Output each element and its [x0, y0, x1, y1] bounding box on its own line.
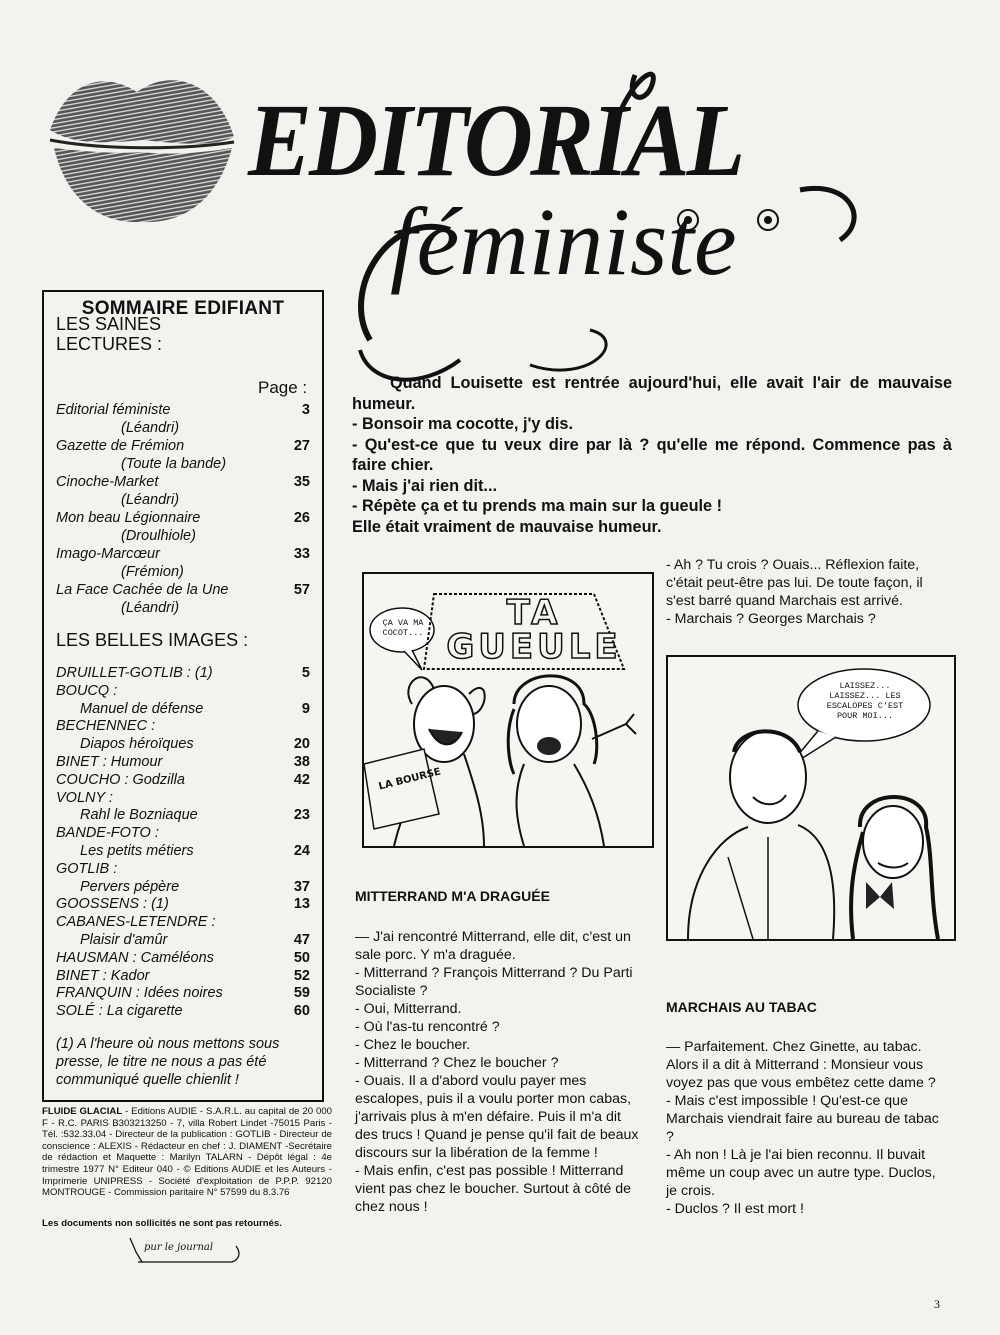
toc-entry[interactable] [56, 509, 318, 545]
publisher-name: FLUIDE GLACIAL [42, 1106, 123, 1117]
newspaper-masthead: LA BOURSE [377, 766, 442, 793]
article-paragraph: — Parfaitement. Chez Ginette, au tabac. Alors il a dit à Mitterrand : Monsieur vous voyez pas que vous embêtez cette dame ? [666, 1039, 936, 1091]
toc-entry-page: 42 [293, 771, 310, 788]
toc-entry-page: 60 [293, 1003, 310, 1020]
toc-entry-page: 35 [293, 474, 310, 490]
toc-entry[interactable] [56, 683, 318, 701]
toc-entry-title: Cinoche-Market [56, 474, 159, 490]
toc-entry[interactable] [56, 790, 318, 808]
toc-entry-title: Les petits métiers [80, 842, 194, 859]
toc-entry[interactable] [56, 825, 318, 843]
intro-paragraph: - Qu'est-ce que tu veux dire par là ? qu'elle me répond. Commence pas à faire chier. [352, 435, 952, 474]
toc-entry[interactable] [56, 665, 318, 683]
toc-entry-title: Pervers pépère [80, 878, 180, 895]
returns-notice: Les documents non sollicités ne sont pas retournés. [42, 1218, 282, 1229]
toc-entry[interactable] [56, 736, 318, 754]
toc-entry[interactable] [56, 879, 318, 897]
toc-entry-title: BANDE-FOTO : [56, 825, 159, 842]
intro-paragraph: Quand Louisette est rentrée aujourd'hui, elle avait l'air de mauvaise humeur. [352, 374, 952, 413]
article-paragraph: — J'ai rencontré Mitterrand, elle dit, c'est un sale porc. Y m'a draguée. [355, 929, 631, 963]
toc-title: SOMMAIRE EDIFIANT [81, 298, 285, 319]
toc-entry[interactable] [56, 437, 318, 473]
toc-entry[interactable] [56, 950, 318, 968]
toc-entry-page: 24 [293, 842, 310, 859]
lipstick-kiss-image [42, 52, 240, 232]
toc-entry-author: (Léandri) [121, 600, 180, 616]
toc-entry[interactable] [56, 473, 318, 509]
toc-entry-page: 5 [301, 665, 310, 681]
toc-entry[interactable] [56, 843, 318, 861]
toc-entry-title: BINET : Kador [56, 967, 150, 984]
article-paragraph: - Mitterrand ? François Mitterrand ? Du Parti Socialiste ? [355, 965, 633, 999]
toc-entry-author: (Léandri) [121, 492, 180, 508]
intro-paragraph: - Répète ça et tu prends ma main sur la gueule ! [352, 497, 723, 515]
article-paragraph: - Chez le boucher. [355, 1037, 471, 1053]
toc-entry[interactable] [56, 581, 318, 617]
speech-balloon-text: ÇA VA MA COCOT... [382, 618, 424, 638]
article-mitterrand [355, 888, 645, 1216]
toc-entry[interactable] [56, 772, 318, 790]
toc-entry-title: COUCHO : Godzilla [56, 771, 185, 788]
article-paragraph: - Où l'as-tu rencontré ? [355, 1019, 500, 1035]
toc-section-heading: LECTURES : [56, 334, 163, 354]
toc-entry[interactable] [56, 968, 318, 986]
toc-entry[interactable] [56, 932, 318, 950]
toc-entry-author: (Droulhiole) [121, 528, 196, 544]
article-heading: MITTERRAND M'A DRAGUÉE [355, 888, 550, 904]
toc-entry-title: BINET : Humour [56, 753, 163, 770]
toc-entry[interactable] [56, 718, 318, 736]
toc-entry-title: Manuel de défense [80, 700, 204, 717]
toc-entry-title: Plaisir d'amûr [80, 931, 168, 948]
toc-entry[interactable] [56, 754, 318, 772]
toc-entry-title: HAUSMAN : Caméléons [56, 949, 214, 966]
intro-paragraph: - Mais j'ai rien dit... [352, 476, 498, 495]
toc-entry-page: 57 [293, 582, 310, 598]
article-paragraph: - Mais enfin, c'est pas possible ! Mitterrand vient pas chez le boucher. Surtout à côté de chez nous ! [355, 1163, 632, 1215]
article-heading: MARCHAIS AU TABAC [666, 999, 817, 1015]
toc-entry-title: SOLÉ : La cigarette [56, 1003, 183, 1020]
publisher-credits [42, 1106, 332, 1199]
intro-paragraph: - Bonsoir ma cocotte, j'y dis. [352, 415, 573, 433]
intro-paragraph: Elle était vraiment de mauvaise humeur. [352, 517, 662, 536]
toc-entry[interactable] [56, 861, 318, 879]
toc-entry-title: La Face Cachée de la Une [56, 582, 229, 598]
toc-entry-title: GOTLIB : [56, 860, 118, 877]
toc-entry-title: FRANQUIN : Idées noires [56, 985, 223, 1002]
toc-footnote: (1) A l'heure où nous mettons sous presse, le titre ne nous a pas été communiqué quelle chienlit ! [56, 1036, 280, 1088]
article-paragraph: - Duclos ? Il est mort ! [666, 1201, 804, 1217]
editorial-intro [352, 373, 952, 537]
toc-entry-title: BOUCQ : [56, 682, 118, 699]
article-paragraph: - Mitterrand ? Chez le boucher ? [355, 1055, 559, 1071]
toc-entry-title: BECHENNEC : [56, 718, 156, 735]
toc-entry[interactable] [56, 545, 318, 581]
page-number: 3 [934, 1297, 940, 1311]
toc-entry-page: 27 [293, 438, 310, 454]
page-title-feministe: féministe [390, 188, 737, 295]
article-paragraph: - Ah non ! Là je l'ai bien reconnu. Il buvait même un coup avec un autre type. Duclos, je crois. [666, 1147, 936, 1199]
article-marchais [666, 999, 950, 1218]
toc-entry-title: Editorial féministe [56, 402, 171, 418]
toc-entry-title: Gazette de Frémion [56, 438, 185, 454]
page-column-label: Page : [258, 378, 308, 397]
article-paragraph: - Ouais. Il a d'abord voulu payer mes escalopes, puis il a voulu porter mon cabas, j'arrivais plus à m'en défaire. Puis il m'a dit des trucs ! Quand je pense qu'il fait de beaux discours sur la libération de la femme ! [355, 1073, 639, 1161]
shout-lettering: TA GUEULE [446, 593, 622, 667]
table-of-contents-box [42, 290, 324, 1102]
toc-entry-title: Diapos héroïques [80, 736, 194, 753]
toc-entry[interactable] [56, 701, 318, 719]
toc-entry[interactable] [56, 1003, 318, 1021]
toc-entry-page: 59 [293, 985, 310, 1002]
credits-text: - Editions AUDIE - S.A.R.L. au capital de 20 000 F - R.C. PARIS B303213250 - 7, villa Robert Lindet -75015 Paris - Tél. :532.33.04 - Directeur de la publication : GOTLIB - Directeur de conscience : ALEXIS - Rédacteur en chef : J. DIAMENT -Secrétaire de rédaction et Maquette : Marilyn TALARN - Dépôt légal : 4e trimestre 1977 N° Editeur 040 - © Editions AUDIE et les Auteurs - Imprimerie UNIPRESS - Société d'exploitation de P.P.P. 92120 MONTROUGE - Commission paritaire N° 57599 du 8.3.76 [42, 1106, 332, 1199]
toc-entry[interactable] [56, 985, 318, 1003]
toc-entry-page: 9 [301, 700, 310, 717]
toc-entry-title: GOOSSENS : (1) [56, 896, 169, 913]
toc-entry-author: (Toute la bande) [121, 456, 227, 472]
comic-panel-escalopes [666, 655, 956, 941]
toc-entry-page: 47 [293, 931, 310, 948]
toc-entry-title: CABANES-LETENDRE : [56, 914, 216, 931]
handwritten-signature [128, 1232, 248, 1268]
toc-images-list [56, 665, 318, 1021]
toc-entry-title: Imago-Marcœur [56, 546, 160, 562]
toc-section-heading: LES SAINES [56, 314, 162, 334]
speech-balloon-text: LAISSEZ... LAISSEZ... LES ESCALOPES C'EST POUR MOI... [826, 681, 904, 721]
toc-entry-page: 3 [301, 402, 310, 418]
toc-section-heading: LES BELLES IMAGES : [56, 630, 249, 650]
toc-entry-title: Rahl le Bozniaque [80, 807, 198, 824]
toc-entry-page: 50 [293, 949, 310, 966]
toc-entry-author: (Léandri) [121, 420, 180, 436]
toc-entry-page: 37 [293, 878, 310, 895]
article-paragraph: - Mais c'est impossible ! Qu'est-ce que Marchais viendrait faire au bureau de tabac ? [666, 1093, 939, 1145]
toc-entry[interactable] [56, 401, 318, 437]
toc-entry-author: (Frémion) [121, 564, 184, 580]
article-text-right-top: - Ah ? Tu crois ? Ouais... Réflexion faite, c'était peut-être pas lui. De toute façon, il s'est barré quand Marchais est arrivé. - Marchais ? Georges Marchais ? [666, 557, 923, 627]
signature-text: pur le journal [144, 1242, 214, 1253]
toc-entry[interactable] [56, 807, 318, 825]
toc-entry-page: 20 [293, 736, 310, 753]
comic-panel-ta-gueule [362, 572, 654, 848]
toc-entry-page: 13 [293, 896, 310, 913]
toc-entry-title: DRUILLET-GOTLIB : (1) [56, 665, 213, 681]
toc-entry-page: 23 [293, 807, 310, 824]
toc-entry[interactable] [56, 914, 318, 932]
toc-entry-page: 38 [293, 753, 310, 770]
article-paragraph: - Oui, Mitterrand. [355, 1001, 462, 1017]
toc-entry-page: 33 [293, 546, 310, 562]
toc-entry-title: VOLNY : [56, 789, 113, 806]
toc-entry[interactable] [56, 896, 318, 914]
toc-entry-title: Mon beau Légionnaire [56, 510, 201, 526]
page-title-editorial: EDITORIAL [248, 83, 743, 198]
toc-entry-page: 26 [293, 510, 310, 526]
toc-entry-page: 52 [293, 967, 310, 984]
